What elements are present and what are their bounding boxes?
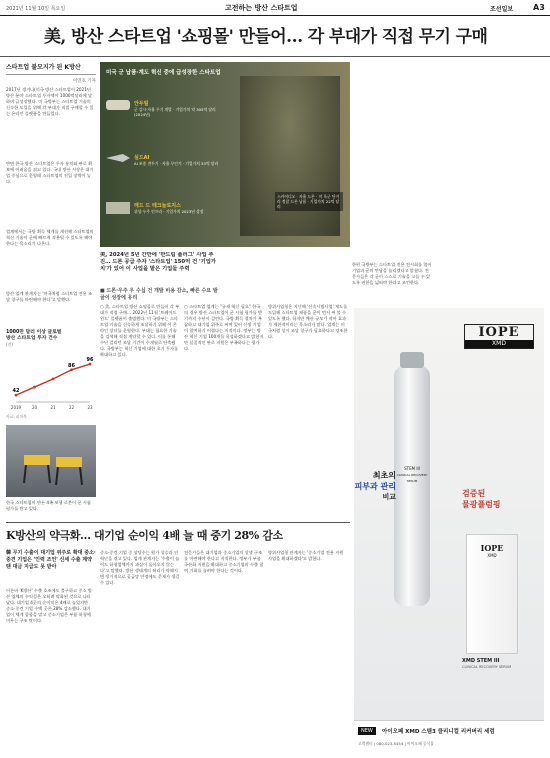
story2-col-1: 이른바 'K방산' 수출 호조에도 불구하고 중소 방산 업체의 수익성은 오히려 악화된 것으로 나타났다. 대기업 4곳의 순이익은 4배로 늘었지만 중소·중견 기업 수백 곳은 28% 감소했다. 대기업이 체계 종합을 맡고 중소기업은 부품 하청에 머무는 구조 탓이다. [6,588,92,623]
story2-rule [6,522,350,523]
body-col-d: 한편 국방부는 스타트업 전용 전시회를 열어 기업과 군의 만남을 늘리겠다고 밝혔다. 전문가들은 각 군이 스스로 기술을 고를 수 있도록 권한을 넓혀야 한다고 조언한다. [352,262,432,285]
serum-cap [400,352,424,368]
ad-box-sub: XMD [487,553,497,558]
masthead-date: 2021년 11월 10일 목요일 [6,6,66,12]
ad-tagline: 아이오페 XMD 스템3 클리니컬 리커버리 세럼 [382,729,495,735]
infographic-title: 미국 군 납품·계도 혁신 중에 급성장한 스타트업 [106,70,221,76]
ad-headline-b2: 물광플럼핑 [462,500,501,509]
mid-subhead: ■ 드론·우주 우 수십 건 개발 비용 감소, 빠른 수요 발굴이 성장에 유리 [100,288,218,301]
chart-svg [6,350,96,414]
body-col-c: 방위사업청은 지난해 '신속시범사업' 제도를 도입해 스타트업 제품을 군이 먼저 써 볼 수 있도록 했다. 하지만 예산 규모가 작아 효과가 제한적이라는 목소리가 많다. 업계는 미국처럼 상시 조달 창구가 필요하다고 강조한다. [268,304,348,339]
infographic-item-name: 실드AI [134,155,150,161]
chart-data-label: 96 [86,357,94,364]
ad-bottom-bar [354,720,544,752]
chart-x-tick-label: 2019 [10,405,22,410]
infographic-item-desc: 군 감시·자율 무기 개발 · 기업가치 약 305억 달러 (2024년) [134,107,216,117]
jet-icon [106,154,130,162]
story2-subhead: 韓 무기 수출이 대기업 위주로 확대 중소·중견 기업은 '인력 조언' 신세 수출 계약 땐 대금 지급도 못 받아 [6,550,96,570]
body-col-b: ○ 스타트업 업계는 "규제 혁신 필요" 한국의 경우 방산 스타트업이 군 시험 평가를 받기까지 수년이 걸린다. 국방 획득 절차가 복잡하고 대기업 위주로 짜여 있어 신생 기업이 참여하기 어렵다는 지적이다. 정부는 방산 혁신 기업 100개를 육성하겠다고 밝혔지만 실질적인 판로 지원은 부족하다는 평가다. [184,304,264,351]
chart-source: 자료: 피치북 [6,414,27,419]
infographic-item-desc: AI 조종 전투기 · 자율 무인기 · 기업가치 53억 달러 [134,161,219,166]
ad-brand-sub: XMD [465,340,533,348]
chart-title: 1000만 달러 이상 글로벌 방산 스타트업 투자 건수 [6,330,62,341]
ad-caption-sub: CLINICAL RECOVERY SERUM [462,665,512,669]
masthead [0,0,550,16]
ad-box-brand: IOPE [480,543,504,553]
ad-headline-a2: 피부과 관리 [354,482,396,491]
robot-dog-icon [6,425,96,497]
chart-point [33,386,36,389]
story1-para-1: 2017년 생겨나(미국 방산 스타트업이 2021년 방산 분야 스타트업 투자액이 1000억달러에 달하며 급성장했다. 미 국방부는 스타트업 기술의 신속한 도입을 위해 각 부대가 직접 구매할 수 있는 온라인 플랫폼을 만들었다. [6,87,94,116]
story1-para-4: 방산 업계 관계자는 '미국처럼 스타트업 전용 조달 창구를 마련해야 한다'고 말했다. [6,291,92,302]
serum-bottle [394,366,430,606]
story1-subhead: 스타트업 불모지가 된 K방산 [6,62,96,75]
infographic-item-name: 안두릴 [134,101,149,107]
robot-dog-caption: 한국 스타트업이 만든 4족 보행 로봇이 군 시험 평가를 받고 있다. [6,500,91,511]
story2-col-4: 방위사업청 관계자는 '중소기업 전용 지원 사업을 확대하겠다'고 밝혔다. [268,550,344,561]
ad-iope [354,308,544,752]
masthead-page: A3 [533,3,545,12]
story1-para-2: 반면 한국 방산 스타트업은 투자 유치와 판로 확보에 어려움을 겪고 있다. 국내 방산 시장은 대기업 중심으로 운영돼 스타트업의 진입 장벽이 높다. [6,161,94,184]
chart-data-label: 86 [68,362,75,369]
masthead-paper: 조선일보 [490,6,514,13]
story1-byline: 이연호 기자 [72,79,96,84]
ad-headline-a3: 비교 [382,493,396,501]
soldier-photo [240,76,340,236]
serum-label-3: SERUM [406,479,418,483]
chart-point [70,368,73,371]
infographic [100,62,350,247]
drone-icon [106,100,130,110]
chart-x-tick-label: 22 [68,405,75,410]
chart-unit: (건) [6,342,13,347]
left-column [6,62,96,327]
ad-headline-a [354,470,396,502]
story1-para-3: 업계에서는 국방 획득 체계를 개선해 스타트업의 혁신 기술이 군에 빠르게 적용될 수 있도록 해야 한다는 목소리가 나온다. [6,229,94,246]
chart-point [89,363,92,366]
serum-label-1: STEM III [404,466,420,471]
pullquote: 美, 2024년 5년 간만에 '반드림 플러그' 사업 추진… 드론 공급 주자 '스타트업' 150억 건 '기업가치'가 있어 이 사업을 맡은 기업들 주력 [100,252,216,272]
ad-box-product [466,534,518,654]
story2-col-3: 전문가들은 대기업과 중소기업의 상생 구조를 마련해야 한다고 지적한다. 정부가 부품 국산화 지원을 확대하고 중소기업의 수출 참여 기회를 늘려야 한다는 것이다. [184,550,264,573]
serum-label-2: CLINICAL RECOVERY [396,473,428,477]
ad-headline-a1: 최초의 [372,471,396,480]
ad-caption: XMD STEM III [462,658,500,664]
chart-data-label: 42 [12,388,20,395]
infographic-sidebox: 스카이디오 · 자율 드론 · 미 육군 단거리 정찰 드론 납품 · 기업가치 22억 달러 [275,192,343,211]
ad-footer: 고객센터 | 080-023-5454 | 아이오페 공식몰 [358,741,434,746]
main-headline: 美, 방산 스타트업 '쇼핑몰' 만들어… 각 부대가 직접 무기 구매 [44,27,488,47]
ad-headline-b [462,488,537,510]
body-col-a: ○ 美, 스타트업 방산 쇼핑몰로 만들어 각 부대가 직접 구매… 2022년 11월 '트레이드윈드' 플랫폼이 출범했다. 미 국방부는 스타트업 기술을 신속하게 조달하기 위해 이 온라인 장터를 운영한다. 부대는 필요한 기술을 검색해 직접 계약할 수 있다. 이를 통해 수년 걸리던 조달 기간이 수개월로 단축됐다. 국방부는 혁신 기업에 대한 초기 투자를 확대하고 있다. [100,304,180,357]
infographic-item-name: 레드 드 테크놀로지스 [134,203,181,209]
chart-x-tick-label: 20 [31,405,38,410]
chart-x-tick-label: 23 [87,405,93,410]
masthead-section: 고전하는 방산 스타트업 [225,4,298,12]
chart-x-tick-label: 21 [50,405,56,410]
ad-brand: IOPE [478,325,520,340]
chart-point [52,378,55,381]
headline-rule [0,56,550,57]
satellite-icon [106,202,130,214]
ad-headline-b1: 검증된 [462,489,486,498]
infographic-item-desc: 위성·우주 인프라 · 기업가치 2023년 상장 [134,209,204,214]
story2-col-2: 중소·중견 기업 중 상당수는 원가 상승과 인력난을 겪고 있다. 업계 관계자는 '수출이 늘어도 하청업체까지 과실이 돌아오지 않는다'고 말했다. 방산 생태계의 허리가 약해지면 장기적으로 공급망 안정에도 문제가 생길 수 있다. [100,550,180,585]
ad-new-badge: NEW [358,727,376,735]
ad-brand-top [464,324,534,349]
robot-dog-photo [6,425,96,497]
story2-headline: K방산의 약극화… 대기업 순이익 4배 늘 때 중기 28% 감소 [6,529,283,542]
chart-point [15,394,18,397]
chart-box [6,330,96,420]
